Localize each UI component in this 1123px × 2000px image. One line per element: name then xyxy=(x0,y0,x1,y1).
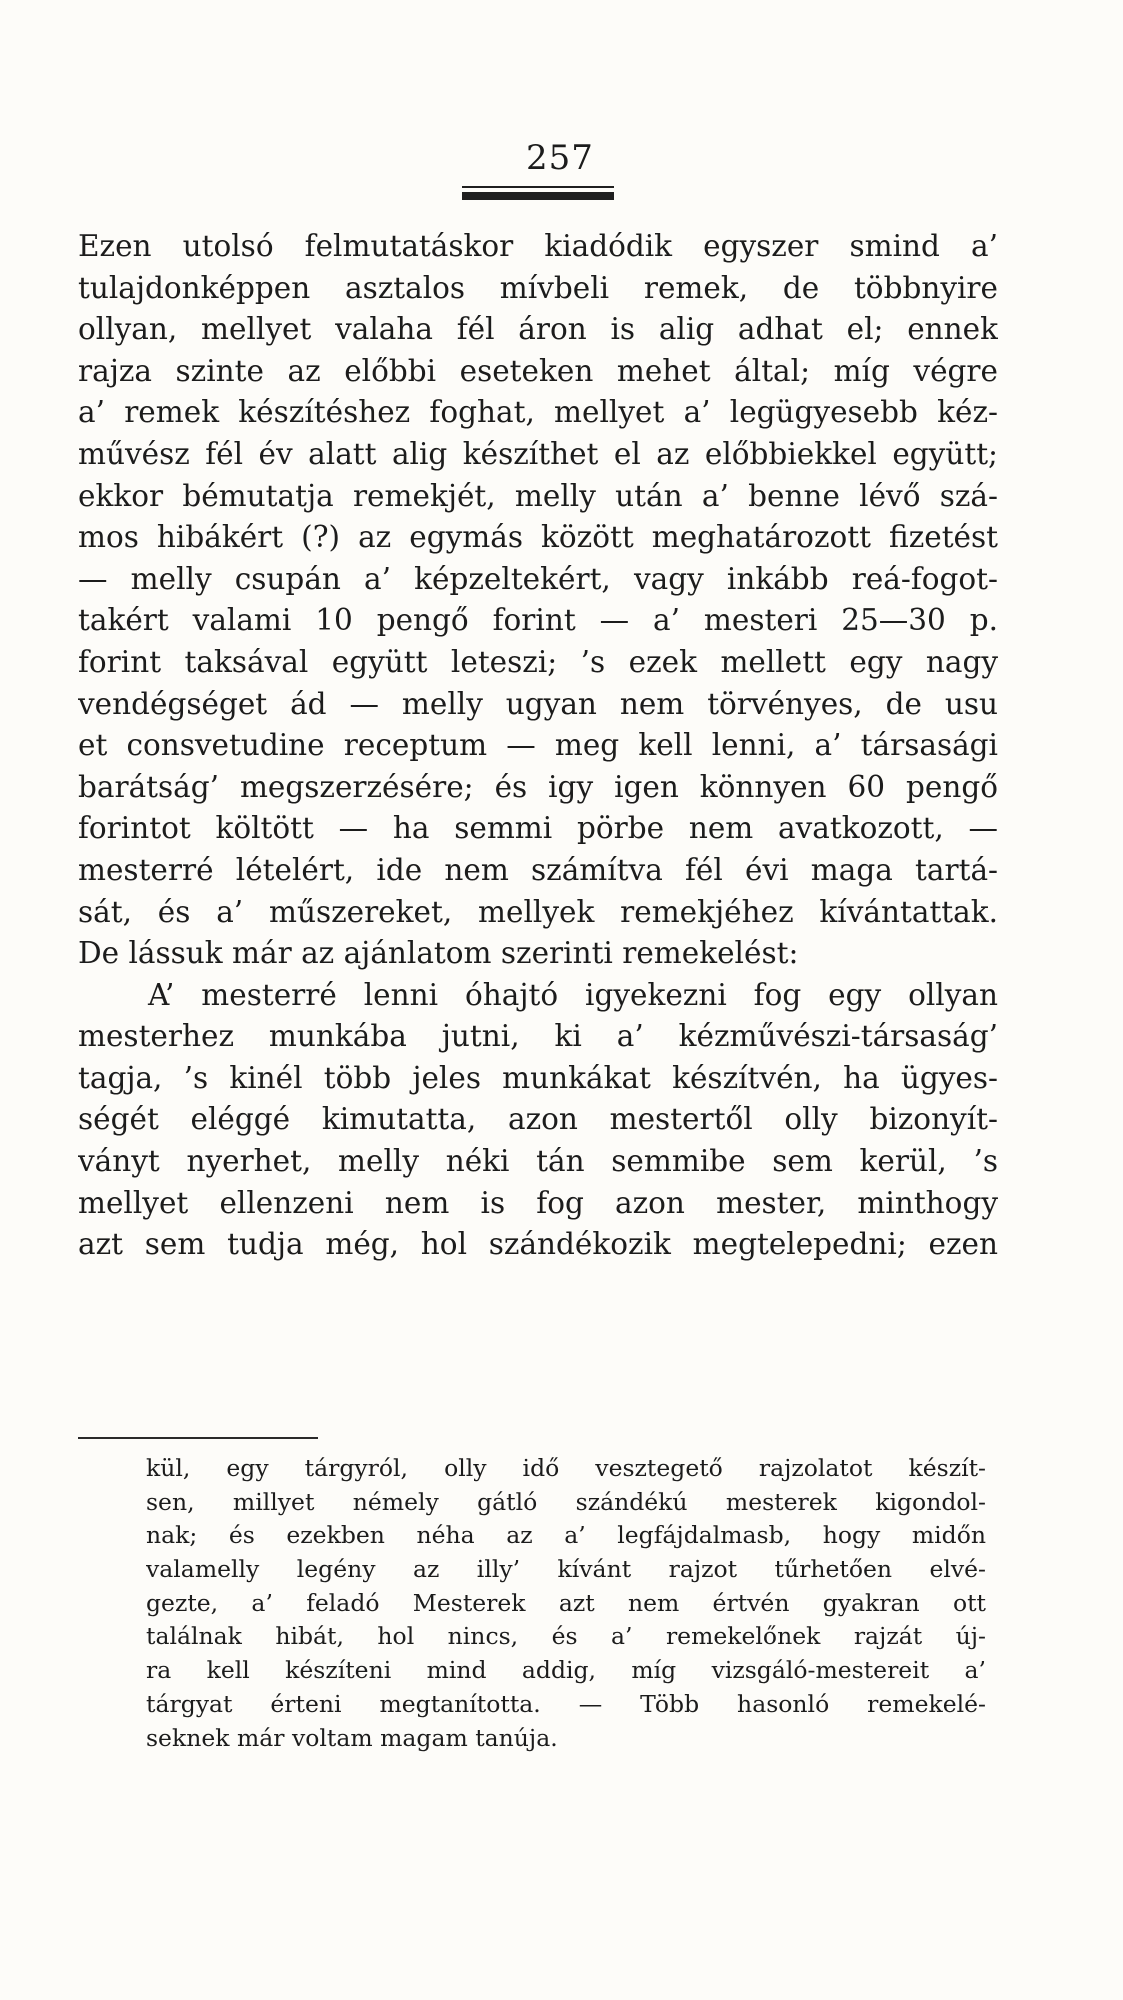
text-line: ekkor bémutatja remekjét, melly után a’ benne lévő szá- xyxy=(78,478,998,513)
text-line: De lássuk már az ajánlatom szerinti remekelést: xyxy=(78,936,799,971)
text-line: A’ mesterré lenni óhajtó igyekezni fog egy ollyan xyxy=(148,977,998,1012)
footnote-block xyxy=(146,1452,986,1755)
footnote-line: nak; és ezekben néha az a’ legfájdalmasb, hogy midőn xyxy=(146,1521,986,1550)
text-line: tagja, ’s kinél több jeles munkákat készítvén, ha ügyes- xyxy=(78,1060,998,1095)
footnote-line: ra kell készíteni mind addig, míg vizsgáló-mestereit a’ xyxy=(146,1656,986,1685)
footnote-line: valamelly legény az illy’ kívánt rajzot tűrhetően elvé- xyxy=(146,1555,986,1584)
text-line: barátság’ megszerzésére; és igy igen könnyen 60 pengő xyxy=(78,769,998,804)
text-line: ványt nyerhet, melly néki tán semmibe sem kerül, ’s xyxy=(78,1144,998,1179)
main-text-block xyxy=(78,226,998,1266)
text-line: — melly csupán a’ képzeltekért, vagy inkább reá-fogot- xyxy=(78,561,998,596)
text-line: forint taksával együtt leteszi; ’s ezek mellett egy nagy xyxy=(78,644,998,679)
text-line: takért valami 10 pengő forint — a’ mesteri 25—30 p. xyxy=(78,603,998,638)
text-line: mellyet ellenzeni nem is fog azon mester, minthogy xyxy=(78,1185,998,1220)
footnote-line: gezte, a’ feladó Mesterek azt nem értvén gyakran ott xyxy=(146,1588,986,1617)
text-line: ségét eléggé kimutatta, azon mestertől olly bizonyít- xyxy=(78,1102,998,1137)
text-line: mesterhez munkába jutni, ki a’ kézművészi-társaság’ xyxy=(78,1019,998,1054)
text-line: a’ remek készítéshez foghat, mellyet a’ legügyesebb kéz- xyxy=(78,395,998,430)
text-line: forintot költött — ha semmi pörbe nem avatkozott, — xyxy=(78,811,998,846)
text-line: művész fél év alatt alig készíthet el az előbbiekkel együtt; xyxy=(78,436,998,471)
text-line: Ezen utolsó felmutatáskor kiadódik egyszer smind a’ xyxy=(78,229,998,263)
text-line: sát, és a’ műszereket, mellyek remekjéhez kívántattak. xyxy=(78,894,998,929)
text-line: azt sem tudja még, hol szándékozik megtelepedni; ezen xyxy=(78,1227,998,1262)
footnote-rule xyxy=(78,1437,318,1439)
footnote-line: tárgyat érteni megtanította. — Több hasonló remekelé- xyxy=(146,1689,986,1718)
footnote-line: kül, egy tárgyról, olly idő vesztegető rajzolatot készít- xyxy=(146,1454,986,1482)
text-line: et consvetudine receptum — meg kell lenni, a’ társasági xyxy=(78,728,998,763)
header-rule-thin xyxy=(462,186,614,188)
header-rule-thick xyxy=(462,192,614,200)
footnote-line: seknek már voltam magam tanúja. xyxy=(146,1723,558,1752)
footnote-line: találnak hibát, hol nincs, és a’ remekelőnek rajzát új- xyxy=(146,1622,986,1651)
text-line: rajza szinte az előbbi eseteken mehet által; míg végre xyxy=(78,353,998,388)
page-number: 257 xyxy=(526,138,594,178)
text-line: mos hibákért (?) az egymás között meghatározott fizetést xyxy=(78,520,998,555)
footnote-line: sen, millyet némely gátló szándékú mesterek kigondol- xyxy=(146,1487,986,1516)
text-line: vendégséget ád — melly ugyan nem törvényes, de usu xyxy=(78,686,998,721)
text-line: ollyan, mellyet valaha fél áron is alig adhat el; ennek xyxy=(78,312,998,347)
text-line: mesterré lételért, ide nem számítva fél évi maga tartá- xyxy=(78,852,998,887)
text-line: tulajdonképpen asztalos mívbeli remek, de többnyire xyxy=(78,270,998,305)
